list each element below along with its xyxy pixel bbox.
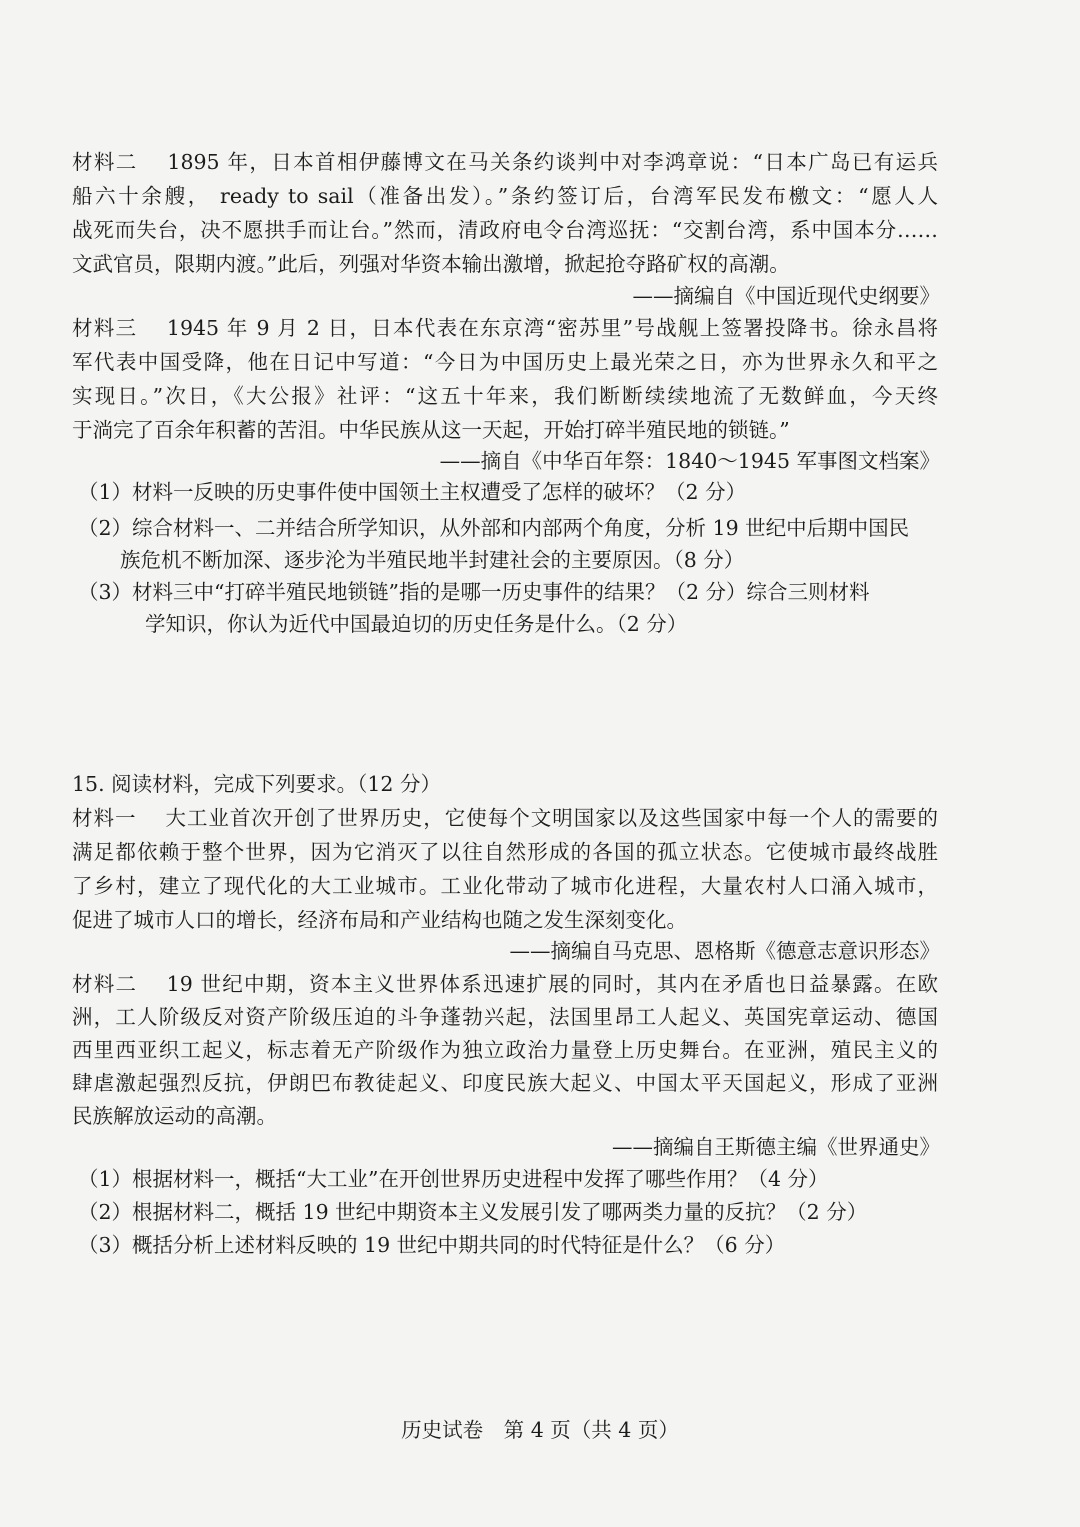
material-line: 民族解放运动的高潮。 (72, 1104, 277, 1128)
material-line: 材料二 1895 年，日本首相伊藤博文在马关条约谈判中对李鸿章说：“日本广岛已有运兵 (72, 150, 938, 174)
material-line: 战死而失台，决不愿拱手而让台。”然而，清政府电令台湾巡抚：“交割台湾，系中国本分…… (72, 218, 938, 242)
material-line: 促进了城市人口的增长，经济布局和产业结构也随之发生深刻变化。 (72, 908, 687, 932)
material-line: 了乡村，建立了现代化的大工业城市。工业化带动了城市化进程，大量农村人口涌入城市， (72, 874, 938, 898)
question-3: （3）概括分析上述材料反映的 19 世纪中期共同的时代特征是什么？（6 分） (78, 1233, 786, 1257)
question-2: （2）综合材料一、二并结合所学知识，从外部和内部两个角度，分析 19 世纪中后期中国民 (78, 516, 910, 540)
question-15-heading: 15. 阅读材料，完成下列要求。（12 分） (72, 772, 441, 796)
material-line: 文武官员，限期内渡。”此后，列强对华资本输出激增，掀起抢夺路矿权的高潮。 (72, 252, 790, 276)
question-3-continued: 学知识，你认为近代中国最迫切的历史任务是什么。（2 分） (145, 612, 688, 636)
material-line: 军代表中国受降，他在日记中写道：“今日为中国历史上最光荣之日，亦为世界永久和平之 (72, 350, 938, 374)
material-line: 洲，工人阶级反对资产阶级压迫的斗争蓬勃兴起，法国里昂工人起义、英国宪章运动、德国 (72, 1005, 938, 1029)
material-line: 满足都依赖于整个世界，因为它消灭了以往自然形成的各国的孤立状态。它使城市最终战胜 (72, 840, 938, 864)
question-2: （2）根据材料二，概括 19 世纪中期资本主义发展引发了哪两类力量的反抗？（2 分） (78, 1200, 868, 1224)
source-citation: ——摘编自马克思、恩格斯《德意志意识形态》 (509, 939, 940, 963)
question-3: （3）材料三中“打碎半殖民地锁链”指的是哪一历史事件的结果？（2 分）综合三则材料 (78, 580, 870, 604)
material-line: 船六十余艘， ready to sail（准备出发）。”条约签订后，台湾军民发布檄文：“愿人人 (72, 184, 938, 208)
material-line: 肆虐激起强烈反抗，伊朗巴布教徒起义、印度民族大起义、中国太平天国起义，形成了亚洲 (72, 1071, 938, 1095)
material-line: 材料一 大工业首次开创了世界历史，它使每个文明国家以及这些国家中每一个人的需要的 (72, 806, 938, 830)
source-citation: ——摘自《中华百年祭：1840～1945 军事图文档案》 (439, 449, 940, 473)
source-citation: ——摘编自王斯德主编《世界通史》 (612, 1135, 940, 1159)
material-line: 材料三 1945 年 9 月 2 日，日本代表在东京湾“密苏里”号战舰上签署投降书。徐永昌将 (72, 316, 938, 340)
source-citation: ——摘编自《中国近现代史纲要》 (632, 284, 940, 308)
question-1: （1）根据材料一，概括“大工业”在开创世界历史进程中发挥了哪些作用？（4 分） (78, 1167, 829, 1191)
material-line: 于淌完了百余年积蓄的苦泪。中华民族从这一天起，开始打碎半殖民地的锁链。” (72, 418, 790, 442)
question-1: （1）材料一反映的历史事件使中国领土主权遭受了怎样的破坏？（2 分） (78, 480, 747, 504)
question-2-continued: 族危机不断加深、逐步沦为半殖民地半封建社会的主要原因。（8 分） (120, 548, 745, 572)
material-line: 西里西亚织工起义，标志着无产阶级作为独立政治力量登上历史舞台。在亚洲，殖民主义的 (72, 1038, 938, 1062)
material-line: 材料二 19 世纪中期，资本主义世界体系迅速扩展的同时，其内在矛盾也日益暴露。在欧 (72, 972, 938, 996)
page-footer: 历史试卷 第 4 页（共 4 页） (401, 1418, 679, 1442)
material-line: 实现日。”次日，《大公报》社评：“这五十年来，我们断断续续地流了无数鲜血，今天终 (72, 384, 938, 408)
